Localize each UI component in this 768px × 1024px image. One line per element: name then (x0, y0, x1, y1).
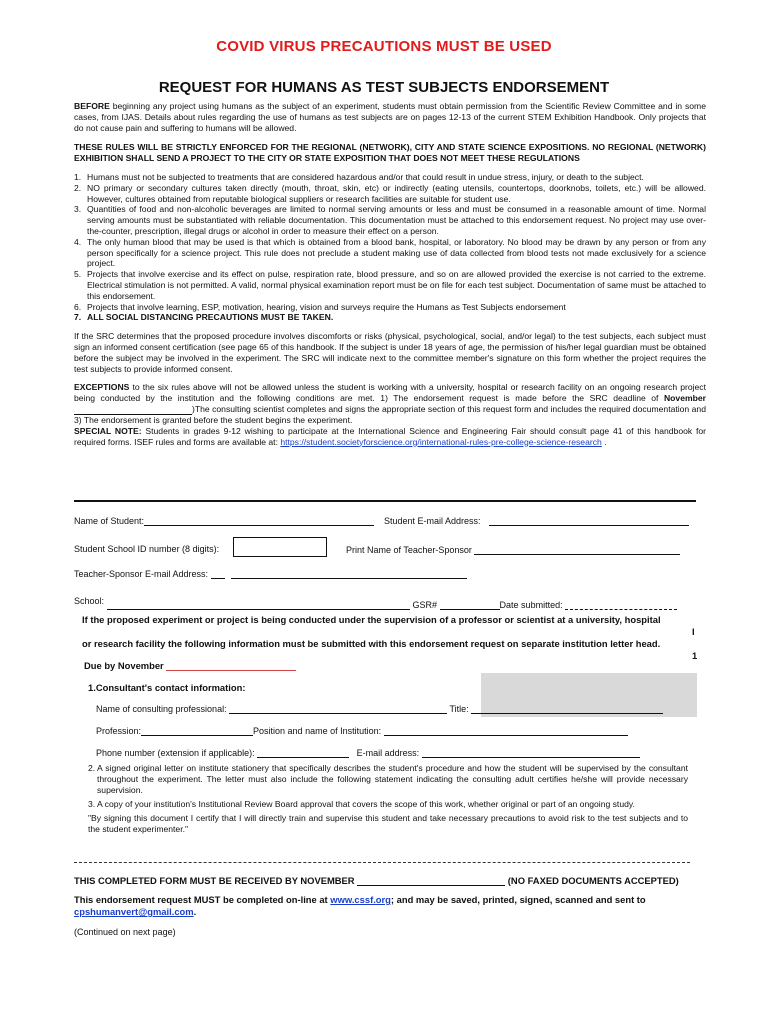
due-by-blank[interactable] (166, 660, 296, 671)
profession-blank[interactable] (141, 725, 253, 736)
sponsor-email-blank[interactable] (231, 568, 467, 579)
intro-block (74, 101, 706, 447)
gsr-blank[interactable] (440, 599, 500, 610)
sponsor-email-field[interactable]: Teacher-Sponsor E-mail Address: (74, 568, 467, 579)
requirements-list (88, 763, 688, 810)
rule-item: 2. NO primary or secondary cultures taken directly (mouth, throat, skin, etc) or indirectly (eating utensils, countertops, doorknobs, toilets, etc.) will be allowed. However, cultures obtained from reputable biological suppliers or research facilities are suitable for student use. (74, 182, 706, 204)
email-link[interactable]: cpshumanvert@gmail.com (74, 906, 194, 917)
institution-blank[interactable] (384, 725, 628, 736)
phone-field[interactable]: Phone number (extension if applicable): E-mail address: (96, 747, 640, 758)
sponsor-name-blank[interactable] (474, 544, 680, 555)
enforcement-notice: THESE RULES WILL BE STRICTLY ENFORCED FOR THE REGIONAL (NETWORK), CITY AND STATE SCIENCE EXPOSITIONS. NO REGIONAL (NETWORK) EXHIBITION SHALL SEND A PROJECT TO THE CITY OR STATE EXPOSITION THAT DOES NOT MEET THESE REGULATIONS (74, 142, 706, 164)
received-by-blank[interactable] (357, 875, 505, 886)
rule-item: 4. The only human blood that may be used is that which is obtained from a blood bank, hospital, or laboratory. No blood may be drawn by any person or from any person specifically for a science project. This rule does not preclude a student making use of data collected from blood tests not made exclusively for a science project. (74, 236, 706, 269)
intro-lead: BEFORE (74, 101, 110, 111)
rule-item-7: 7. ALL SOCIAL DISTANCING PRECAUTIONS MUST BE TAKEN. (74, 312, 334, 323)
consultant-name-blank[interactable] (229, 703, 447, 714)
section-divider (74, 500, 696, 502)
sponsor-name-field[interactable]: Print Name of Teacher-Sponsor (346, 544, 680, 555)
student-email-field[interactable]: Student E-mail Address: (384, 515, 689, 526)
rule-item: 1. Humans must not be subjected to treatments that are considered hazardous and/or that could result in undue stress, injury, or death to the subject. (74, 171, 644, 182)
continued-note: (Continued on next page) (74, 927, 176, 937)
professor-notice-side1: I (692, 626, 695, 637)
page-title: REQUEST FOR HUMANS AS TEST SUBJECTS ENDORSEMENT (158, 79, 610, 96)
consultant-title-blank[interactable] (471, 703, 663, 714)
special-note: SPECIAL NOTE: Students in grades 9-12 wishing to participate at the International Science and Engineering Fair should consult page 41 of this handbook for required forms. ISEF rules and forms are available at: https://student.societyforscience.org/international-rules-pre-college-science-research . (74, 425, 706, 447)
intro-paragraph (74, 101, 706, 133)
intro-text: beginning any project using humans as the subject of an experiment, students must obtain permission from the Scientific Review Committee and in some cases, from IJAS. Details about rules regarding the use of humans as test subjects are on pages 12-13 of the current STEM Exhibition Handbook. Only projects that do not cause pain and suffering to humans will be allowed. (74, 101, 706, 133)
school-label: School: (74, 596, 105, 606)
professor-notice-side2: 1 (692, 650, 698, 661)
rule-item: 3. Quantities of food and non-alcoholic beverages are limited to normal serving amounts or less and must be consumed in a reasonable amount of time. Normal serving amounts must be substantiated with reliable documentation. This documentation must be attached to this endorsement request. No project may use over-the-counter, prescription, illegal drugs or alcohol in order to measure their effect on a person. (74, 204, 706, 236)
school-id-input[interactable] (233, 537, 327, 557)
consultant-name-field[interactable]: Name of consulting professional: Title: (96, 703, 663, 714)
items-block (88, 763, 688, 835)
professor-notice-line2: or research facility the following information must be submitted with this endorsement request on separate institution letter head. (82, 638, 661, 649)
consultant-email-blank[interactable] (422, 747, 640, 758)
school-id-label: Student School ID number (8 digits): (74, 544, 220, 554)
due-by-field[interactable]: Due by November (84, 660, 296, 671)
school-field[interactable]: GSR# Date submitted: (107, 599, 677, 610)
isef-link[interactable]: https://student.societyforscience.org/international-rules-pre-college-science-research (280, 436, 602, 447)
deadline-blank[interactable] (74, 404, 192, 415)
student-name-blank[interactable] (144, 515, 374, 526)
src-paragraph: If the SRC determines that the proposed procedure involves discomforts or risks (physical, psychological, social, and/or legal) to the test subjects, each subject must sign an informed consent certification (see page 65 of this handbook. If the subject is under 18 years of age, the permission of his/her legal guardian must be obtained before the subject may be involved in the experiment. The SRC will indicate next to the committee member's signature on this form whether the project requires the test subjects to provide informed consent. (74, 331, 706, 374)
phone-blank[interactable] (257, 747, 349, 758)
consultant-heading: 1.Consultant's contact information: (88, 682, 246, 693)
requirement-item: 3. A copy of your institution's Institutional Review Board approval that covers the scope of this work, whether original or part of an ongoing study. (88, 799, 635, 810)
dashed-divider (74, 862, 690, 863)
professor-notice-line1: If the proposed experiment or project is being conducted under the supervision of a professor or scientist at a university, hospital (82, 614, 661, 625)
received-by-field[interactable]: THIS COMPLETED FORM MUST BE RECEIVED BY NOVEMBER (NO FAXED DOCUMENTS ACCEPTED) (74, 875, 679, 886)
school-blank[interactable] (107, 599, 410, 610)
rule-item: 6. Projects that involve learning, ESP, motivation, hearing, vision and surveys require the Humans as Test Subjects endorsement (74, 301, 566, 312)
rule-item: 5. Projects that involve exercise and its effect on pulse, respiration rate, blood pressure, and so on are allowed provided the exercise is not carried to the extreme. Electrical stimulation is not permitted. A valid, normal physical examination report must be on file for each test subject. Documentation of same must be attached to this endorsement. (74, 269, 706, 301)
profession-field[interactable]: Profession: Position and name of Institution: (96, 725, 628, 736)
exceptions-paragraph: EXCEPTIONS to the six rules above will not be allowed unless the student is working with a university, hospital or research facility on an ongoing research project being conducted by the institution and the following conditions are met. 1) The endorsement request is made before the SRC deadline of November )The consulting scientist completes and signs the appropriate section of this request form and includes the required documentation and 3) The endorsement is granted before the student begins the experiment. (74, 382, 706, 425)
requirement-item: 2. A signed original letter on institute stationery that specifically describes the student's procedure and how the student will be supervised by the consultant throughout the experiment. The letter must also include the following statement indicating the consulting adult certifies he/she will provide necessary supervision. (88, 763, 688, 795)
student-email-blank[interactable] (489, 515, 689, 526)
rules-list (74, 172, 706, 323)
date-submitted-blank[interactable] (565, 599, 677, 610)
certify-statement: "By signing this document I certify that I will directly train and supervise this student and take necessary precautions to avoid risk to the test subjects and to the student experimenter." (88, 813, 688, 834)
covid-warning: COVID VIRUS PRECAUTIONS MUST BE USED (216, 38, 552, 55)
student-name-field[interactable]: Name of Student: (74, 515, 374, 526)
cssf-link[interactable]: www.cssf.org (330, 894, 391, 905)
online-notice: This endorsement request MUST be completed on-line at www.cssf.org; and may be saved, printed, signed, scanned and sent to cpshumanvert@gmail.com. (74, 894, 646, 917)
